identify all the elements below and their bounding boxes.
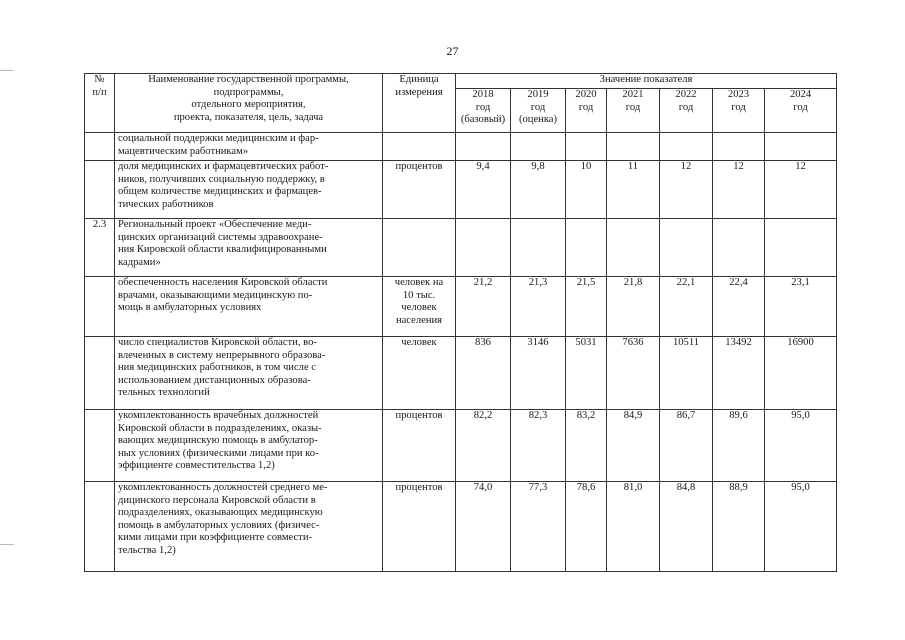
row-value: 82,3 xyxy=(511,410,566,482)
row-unit: процентов xyxy=(383,482,456,572)
row-value xyxy=(511,219,566,277)
row-name: обеспеченность населения Кировской области врачами, оказывающими медицинскую по- мощь в амбулаторных условиях xyxy=(115,277,383,337)
row-num xyxy=(85,161,115,219)
row-value: 82,2 xyxy=(456,410,511,482)
row-value: 84,9 xyxy=(607,410,660,482)
row-value: 10511 xyxy=(660,337,713,410)
table-body xyxy=(85,133,837,572)
row-value xyxy=(765,133,837,161)
header-year: 2023 год xyxy=(713,89,765,133)
table-row xyxy=(85,482,837,572)
table-row xyxy=(85,337,837,410)
indicator-table xyxy=(84,73,837,572)
scan-mark xyxy=(0,544,14,545)
row-value: 13492 xyxy=(713,337,765,410)
header-unit: Единица измерения xyxy=(383,74,456,133)
row-value: 21,5 xyxy=(566,277,607,337)
table-row xyxy=(85,133,837,161)
row-value xyxy=(607,219,660,277)
header-name: Наименование государственной программы, подпрограммы, отдельного мероприятия, проекта, показателя, цель, задача xyxy=(115,74,383,133)
header-year: 2018 год (базовый) xyxy=(456,89,511,133)
row-value xyxy=(660,133,713,161)
table-header xyxy=(85,74,837,133)
row-value: 21,8 xyxy=(607,277,660,337)
row-num xyxy=(85,410,115,482)
row-value: 74,0 xyxy=(456,482,511,572)
header-year: 2021 год xyxy=(607,89,660,133)
row-value xyxy=(456,219,511,277)
row-value xyxy=(511,133,566,161)
row-value: 89,6 xyxy=(713,410,765,482)
row-name: укомплектованность врачебных должностей Кировской области в подразделениях, оказы- вающих медицинскую помощь в амбулатор- ных условиях (физическими лицами при ко- эффициенте совместительства 1,2) xyxy=(115,410,383,482)
row-value xyxy=(713,219,765,277)
row-value: 836 xyxy=(456,337,511,410)
row-num xyxy=(85,133,115,161)
row-value: 3146 xyxy=(511,337,566,410)
row-value: 88,9 xyxy=(713,482,765,572)
row-value: 78,6 xyxy=(566,482,607,572)
row-value: 95,0 xyxy=(765,482,837,572)
table-row xyxy=(85,161,837,219)
row-num xyxy=(85,337,115,410)
row-value: 22,1 xyxy=(660,277,713,337)
row-value xyxy=(566,219,607,277)
row-num xyxy=(85,277,115,337)
header-year: 2020 год xyxy=(566,89,607,133)
row-value xyxy=(660,219,713,277)
header-year: 2022 год xyxy=(660,89,713,133)
row-value xyxy=(607,133,660,161)
row-value: 21,3 xyxy=(511,277,566,337)
table-row xyxy=(85,277,837,337)
row-value: 84,8 xyxy=(660,482,713,572)
row-value: 81,0 xyxy=(607,482,660,572)
row-unit: человек xyxy=(383,337,456,410)
header-num: № п/п xyxy=(85,74,115,133)
row-value xyxy=(566,133,607,161)
row-value: 7636 xyxy=(607,337,660,410)
table-row xyxy=(85,410,837,482)
row-unit: процентов xyxy=(383,410,456,482)
page-number: 27 xyxy=(446,44,459,58)
row-value xyxy=(765,219,837,277)
row-value: 95,0 xyxy=(765,410,837,482)
row-num xyxy=(85,482,115,572)
row-unit xyxy=(383,133,456,161)
row-value: 9,4 xyxy=(456,161,511,219)
row-value: 12 xyxy=(660,161,713,219)
row-name: социальной поддержки медицинским и фар- мацевтическим работникам» xyxy=(115,133,383,161)
row-name: число специалистов Кировской области, во- влеченных в систему непрерывного образова- ния медицинских работников, в том числе с использованием дистанционных образова- тельных технологий xyxy=(115,337,383,410)
table-row xyxy=(85,219,837,277)
row-value: 77,3 xyxy=(511,482,566,572)
row-value: 83,2 xyxy=(566,410,607,482)
scan-mark xyxy=(0,70,14,71)
header-year: 2024 год xyxy=(765,89,837,133)
row-value: 9,8 xyxy=(511,161,566,219)
row-value: 22,4 xyxy=(713,277,765,337)
row-value: 5031 xyxy=(566,337,607,410)
row-name: доля медицинских и фармацевтических работ- ников, получивших социальную поддержку, в общем количестве медицинских и фармацев- тических работников xyxy=(115,161,383,219)
row-value xyxy=(456,133,511,161)
row-num: 2.3 xyxy=(85,219,115,277)
header-year: 2019 год (оценка) xyxy=(511,89,566,133)
row-value: 12 xyxy=(765,161,837,219)
row-value: 10 xyxy=(566,161,607,219)
row-name: Региональный проект «Обеспечение меди- цинских организаций системы здравоохране- ния Кировской области квалифицированными кадрами» xyxy=(115,219,383,277)
row-unit: человек на 10 тыс. человек населения xyxy=(383,277,456,337)
row-unit xyxy=(383,219,456,277)
row-unit: процентов xyxy=(383,161,456,219)
row-value: 11 xyxy=(607,161,660,219)
row-value: 12 xyxy=(713,161,765,219)
row-value: 23,1 xyxy=(765,277,837,337)
row-value: 86,7 xyxy=(660,410,713,482)
row-name: укомплектованность должностей среднего ме- дицинского персонала Кировской области в подразделениях, оказывающих медицинскую помощь в амбулаторных условиях (физичес- кими лицами при коэффициенте совмести- тельства 1,2) xyxy=(115,482,383,572)
row-value xyxy=(713,133,765,161)
header-value-group: Значение показателя xyxy=(456,74,837,89)
row-value: 21,2 xyxy=(456,277,511,337)
row-value: 16900 xyxy=(765,337,837,410)
